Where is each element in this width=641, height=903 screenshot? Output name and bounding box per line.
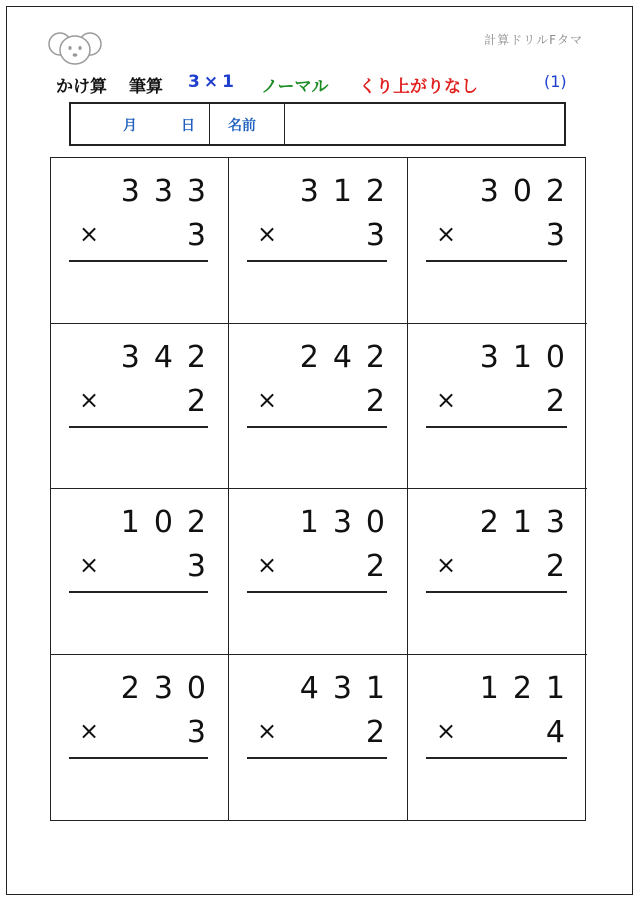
mouse-face-icon — [48, 30, 102, 66]
times-sign: × — [436, 551, 457, 579]
multiplicand: 431 — [299, 670, 399, 706]
problem-cell[interactable] — [408, 655, 587, 821]
multiplicand: 312 — [299, 174, 399, 209]
date-cell[interactable] — [71, 104, 210, 144]
multiplicand: 130 — [299, 505, 399, 540]
multiplier: 3 — [186, 714, 206, 750]
multiplier: 4 — [545, 714, 565, 750]
answer-line — [247, 591, 387, 593]
multiplier: 3 — [186, 549, 206, 584]
problem-cell[interactable] — [51, 324, 229, 490]
multiplicand: 302 — [479, 174, 579, 209]
problem-cell[interactable] — [408, 158, 587, 324]
multiplier: 2 — [186, 383, 206, 419]
answer-line — [247, 426, 387, 428]
times-sign: × — [436, 220, 457, 248]
problem-cell[interactable] — [229, 489, 408, 655]
answer-line — [69, 757, 208, 759]
title-part-condition: くり上がりなし — [359, 77, 478, 97]
problem-grid — [50, 157, 586, 821]
times-sign: × — [436, 716, 457, 745]
answer-line — [426, 591, 567, 593]
multiplicand: 242 — [299, 339, 399, 375]
times-sign: × — [79, 551, 100, 579]
answer-line — [69, 591, 208, 593]
name-label: 名前 — [228, 118, 256, 134]
multiplier: 3 — [545, 218, 565, 253]
day-label: 日 — [181, 118, 195, 134]
answer-line — [69, 260, 208, 262]
name-field[interactable] — [285, 104, 564, 144]
answer-line — [426, 426, 567, 428]
date-name-box — [69, 102, 566, 146]
multiplier: 3 — [365, 218, 385, 253]
multiplicand: 310 — [479, 339, 579, 375]
times-sign: × — [79, 385, 100, 414]
title-part-hissan: 筆算 — [129, 77, 163, 97]
problem-cell[interactable] — [408, 489, 587, 655]
times-sign: × — [257, 716, 278, 745]
answer-line — [426, 757, 567, 759]
problem-cell[interactable] — [51, 655, 229, 821]
multiplier: 2 — [365, 383, 385, 419]
multiplicand: 213 — [479, 505, 579, 540]
answer-line — [247, 260, 387, 262]
problem-cell[interactable] — [229, 655, 408, 821]
answer-line — [247, 757, 387, 759]
answer-line — [69, 426, 208, 428]
month-label: 月 — [123, 118, 137, 134]
problem-cell[interactable] — [229, 158, 408, 324]
times-sign: × — [257, 385, 278, 414]
name-label-cell — [210, 104, 285, 144]
problem-cell[interactable] — [408, 324, 587, 490]
times-sign: × — [79, 220, 100, 248]
multiplier: 2 — [365, 714, 385, 750]
title-part-level: ノーマル — [261, 77, 329, 97]
problem-cell[interactable] — [229, 324, 408, 490]
multiplicand: 230 — [120, 670, 220, 706]
worksheet-title — [56, 72, 586, 98]
multiplicand: 121 — [479, 670, 579, 706]
sheet-number: (1) — [544, 72, 567, 91]
multiplier: 3 — [186, 218, 206, 253]
multiplicand: 342 — [120, 339, 220, 375]
times-sign: × — [436, 385, 457, 414]
brand-label: 計算ドリルFタマ — [484, 33, 583, 47]
problem-cell[interactable] — [51, 489, 229, 655]
times-sign: × — [79, 716, 100, 745]
times-sign: × — [257, 220, 278, 248]
title-part-kakezan: かけ算 — [56, 77, 107, 97]
multiplier: 2 — [545, 383, 565, 419]
title-part-type: 3×1 — [188, 72, 238, 92]
answer-line — [426, 260, 567, 262]
multiplier: 2 — [365, 549, 385, 584]
problem-cell[interactable] — [51, 158, 229, 324]
multiplicand: 102 — [120, 505, 220, 540]
multiplier: 2 — [545, 549, 565, 584]
multiplicand: 333 — [120, 174, 220, 209]
times-sign: × — [257, 551, 278, 579]
